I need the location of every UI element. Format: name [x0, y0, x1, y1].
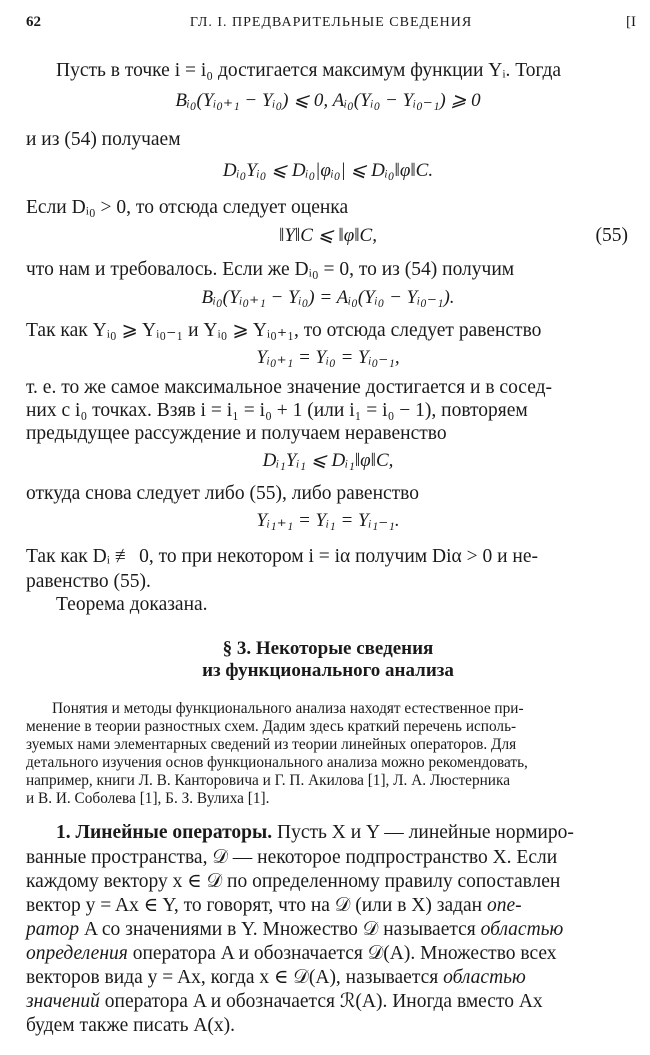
text-line: т. е. то же самое максимальное значение достигается и в сосед-	[26, 377, 553, 398]
subsection-line: ратор A со значениями в Y. Множество 𝒟 называется областью	[26, 919, 564, 940]
text-line: откуда снова следует либо (55), либо равенство	[26, 483, 420, 504]
equation: Dᵢ₀Yᵢ₀ ⩽ Dᵢ₀|φᵢ₀| ⩽ Dᵢ₀‖φ‖C.	[222, 160, 434, 181]
text-line: предыдущее рассуждение и получаем неравенство	[26, 423, 447, 444]
intro-line: зуемых нами элементарных сведений из теории линейных операторов. Для	[26, 736, 517, 753]
text-line: Теорема доказана.	[56, 594, 208, 615]
subsection-line: векторов вида y = Ax, когда x ∈ 𝒟(A), называется областью	[26, 967, 526, 988]
subsection-line: значений оператора A и обозначается ℛ(A). Иногда вместо Ax	[26, 991, 543, 1012]
subsection-heading: 1. Линейные операторы.	[56, 822, 273, 843]
text-line: Так как Dᵢ ≢ 0, то при некотором i = iα получим Diα > 0 и не-	[26, 546, 538, 567]
text-line: и из (54) получаем	[26, 129, 181, 150]
intro-line: Понятия и методы функционального анализа находят естественное при-	[52, 700, 524, 717]
page-number: 62	[26, 14, 41, 30]
intro-line: например, книги Л. В. Канторовича и Г. П. Акилова [1], Л. А. Люстерника	[26, 772, 510, 789]
intro-line: и В. И. Соболева [1], Б. З. Вулиха [1].	[26, 790, 270, 807]
section-title: § 3. Некоторые сведения	[222, 638, 434, 659]
running-head: ГЛ. I. ПРЕДВАРИТЕЛЬНЫЕ СВЕДЕНИЯ	[189, 15, 473, 30]
section-subtitle: из функционального анализа	[202, 660, 454, 681]
page-header	[26, 14, 636, 36]
text-line: равенство (55).	[26, 571, 151, 592]
subsection-line: каждому вектору x ∈ 𝒟 по определенному правилу сопоставлен	[26, 871, 561, 892]
text-line: Так как Yᵢ₀ ⩾ Yᵢ₀₋₁ и Yᵢ₀ ⩾ Yᵢ₀₊₁, то отсюда следует равенство	[26, 320, 542, 341]
subsection-line: определения оператора A и обозначается 𝒟(A). Множество всех	[26, 943, 557, 964]
equation-number: (55)	[595, 225, 628, 246]
intro-line: менение в теории разностных схем. Дадим здесь краткий перечень исполь-	[26, 718, 517, 735]
subsection-line: будем также писать A(x).	[26, 1015, 236, 1036]
equation: Yᵢ₀₊₁ = Yᵢ₀ = Yᵢ₀₋₁,	[256, 347, 400, 368]
equation: Bᵢ₀(Yᵢ₀₊₁ − Yᵢ₀) ⩽ 0, Aᵢ₀(Yᵢ₀ − Yᵢ₀₋₁) ⩾ 0	[175, 90, 481, 111]
section-mark: [I	[626, 14, 636, 30]
equation: Yᵢ₁₊₁ = Yᵢ₁ = Yᵢ₁₋₁.	[256, 510, 400, 531]
text-line: них с i₀ точках. Взяв i = i₁ = i₀ + 1 (или i₁ = i₀ − 1), повторяем	[26, 400, 528, 421]
equation: Bᵢ₀(Yᵢ₀₊₁ − Yᵢ₀) = Aᵢ₀(Yᵢ₀ − Yᵢ₀₋₁).	[201, 287, 455, 308]
text-line: что нам и требовалось. Если же Dᵢ₀ = 0, то из (54) получим	[26, 259, 515, 280]
equation: Dᵢ₁Yᵢ₁ ⩽ Dᵢ₁‖φ‖C,	[262, 450, 394, 471]
text-line: Пусть в точке i = i₀ достигается максимум функции Yᵢ. Тогда	[56, 60, 562, 81]
text-line: Если Dᵢ₀ > 0, то отсюда следует оценка	[26, 197, 349, 218]
subsection-line: ванные пространства, 𝒟 — некоторое подпространство X. Если	[26, 847, 558, 868]
equation: ‖Y‖C ⩽ ‖φ‖C,	[279, 225, 377, 246]
subsection-line: вектор y = Ax ∈ Y, то говорят, что на 𝒟 (или в X) задан опе-	[26, 895, 522, 916]
subsection-line: 1. Линейные операторы. Пусть X и Y — линейные нормиро-	[56, 822, 574, 843]
intro-line: детального изучения основ функционального анализа можно рекомендовать,	[26, 754, 528, 771]
